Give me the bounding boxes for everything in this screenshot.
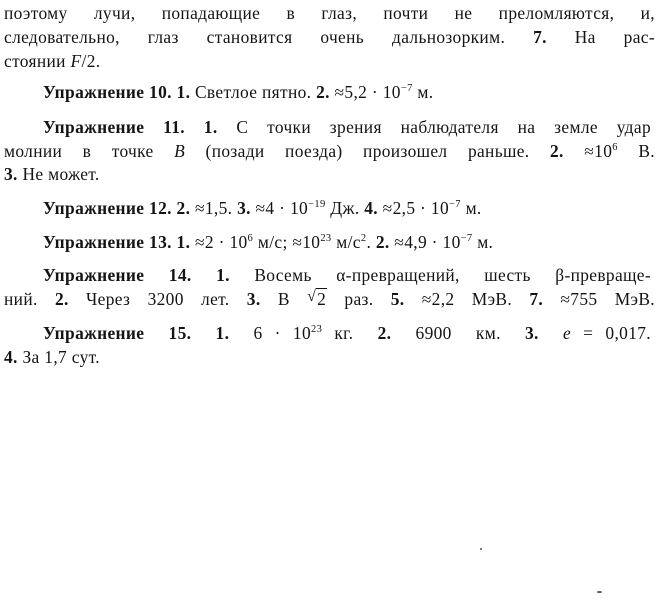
paragraph-line-2 [4, 26, 655, 48]
answer-text: ≈1,5. [190, 198, 238, 218]
exponent: 6 [247, 233, 254, 244]
exponent: 23 [311, 324, 323, 335]
exponent: −7 [400, 83, 413, 94]
answer-text: Дж. [325, 198, 365, 218]
exercise-11-line-2 [4, 140, 655, 162]
answer-text: Не может. [17, 164, 100, 184]
answer-text: ≈755 МэВ. [543, 289, 655, 309]
answer-number: 1. [191, 323, 230, 343]
answer-number: 7. [529, 289, 544, 309]
exponent: 23 [320, 233, 332, 244]
answer-number: 7. [533, 27, 547, 47]
answer-text: м. [460, 198, 482, 218]
answer-text: За 1,7 сут. [17, 347, 100, 367]
answer-number: 4. [364, 198, 378, 218]
exercise-title: Упражнение 12. [43, 198, 172, 218]
answer-text: ний. [4, 289, 55, 309]
answer-number: 4. [4, 347, 18, 367]
exponent: −19 [308, 199, 326, 210]
answer-text: ≈4 · 10 [250, 198, 309, 218]
variable-b: B [174, 141, 186, 161]
exercise-title: Упражнение 14. [43, 265, 192, 285]
answer-text: ≈2,2 МэВ. [404, 289, 530, 309]
answer-number: 5. [390, 289, 405, 309]
variable-f: F [70, 51, 82, 71]
answer-text: ≈10 [563, 141, 613, 161]
exercise-10 [43, 81, 434, 103]
exercise-13 [43, 231, 493, 253]
answer-text: 6 · 10 [229, 323, 312, 343]
exercise-14-line-2 [4, 288, 655, 310]
answer-text: м/с [331, 232, 361, 252]
radical-sign-icon: √ [307, 288, 317, 305]
answer-text: ≈4,9 · 10 [389, 232, 461, 252]
paragraph-text: стоянии [4, 51, 71, 71]
answer-text: . [366, 232, 376, 252]
answer-text: = 0,017. [571, 323, 651, 343]
paragraph-text: следовательно, глаз становится очень дальнозорким. [4, 27, 534, 47]
variable-e: e [562, 323, 572, 343]
exercise-title: Упражнение 15. [43, 323, 192, 343]
exponent: 6 [612, 142, 618, 153]
answer-text: м/с; ≈10 [253, 232, 321, 252]
exercise-14-line-1 [43, 264, 651, 286]
answer-text: м. [412, 82, 434, 102]
answer-number: 1. [171, 232, 191, 252]
paragraph-line-3 [4, 50, 100, 72]
answer-number: 1. [184, 117, 218, 137]
answer-number: 2. [550, 141, 564, 161]
answer-number: 1. [171, 82, 191, 102]
answer-number: 3. [524, 323, 539, 343]
scan-speck [597, 591, 602, 593]
answer-text [539, 323, 563, 343]
exercise-12 [43, 197, 482, 219]
answer-text: В [260, 289, 308, 309]
answer-text: Светлое пятно. [190, 82, 317, 102]
exercise-title: Упражнение 10. [43, 82, 172, 102]
answer-text: С точки зрения наблюдателя на земле удар [217, 117, 651, 137]
exercise-title: Упражнение 11. [43, 117, 185, 137]
answer-number: 2. [54, 289, 69, 309]
answer-text: раз. [327, 289, 391, 309]
exponent: −7 [460, 233, 473, 244]
paragraph-text: На рас- [546, 27, 655, 47]
scan-speck [480, 548, 482, 550]
square-root [307, 288, 327, 310]
answer-number: 3. [237, 198, 251, 218]
answer-text: 6900 км. [391, 323, 525, 343]
answer-number: 2. [171, 198, 191, 218]
exponent: 2 [360, 233, 367, 244]
answer-number: 2. [375, 232, 390, 252]
answer-text: Восемь α-превращений, шесть β-превраще- [229, 265, 651, 285]
answer-text: молнии в точке [4, 141, 175, 161]
paragraph-text: поэтому лучи, попадающие в глаз, почти не преломляются, и, [4, 3, 655, 23]
exercise-11-line-3 [4, 163, 100, 185]
exercise-title: Упражнение 13. [43, 232, 172, 252]
answer-number: 1. [191, 265, 230, 285]
answer-text: ≈2 · 10 [190, 232, 248, 252]
answer-number: 3. [4, 164, 18, 184]
answer-text: В. [617, 141, 656, 161]
answer-text: Через 3200 лет. [68, 289, 247, 309]
answer-text: кг. [322, 323, 378, 343]
answer-text: ≈5,2 · 10 [329, 82, 401, 102]
exercise-15-line-2 [4, 346, 100, 368]
exercise-11-line-1 [43, 116, 651, 138]
radicand: 2 [317, 289, 327, 309]
answer-text: (позади поезда) произошел раньше. [185, 141, 551, 161]
answer-text: ≈2,5 · 10 [377, 198, 449, 218]
answer-number: 3. [246, 289, 261, 309]
paragraph-line-1 [4, 2, 655, 24]
exponent: −7 [449, 199, 461, 210]
answer-text: м. [472, 232, 494, 252]
answer-number: 2. [377, 323, 392, 343]
answer-number: 2. [316, 82, 330, 102]
paragraph-text: /2. [81, 51, 101, 71]
exercise-15-line-1 [43, 322, 651, 344]
